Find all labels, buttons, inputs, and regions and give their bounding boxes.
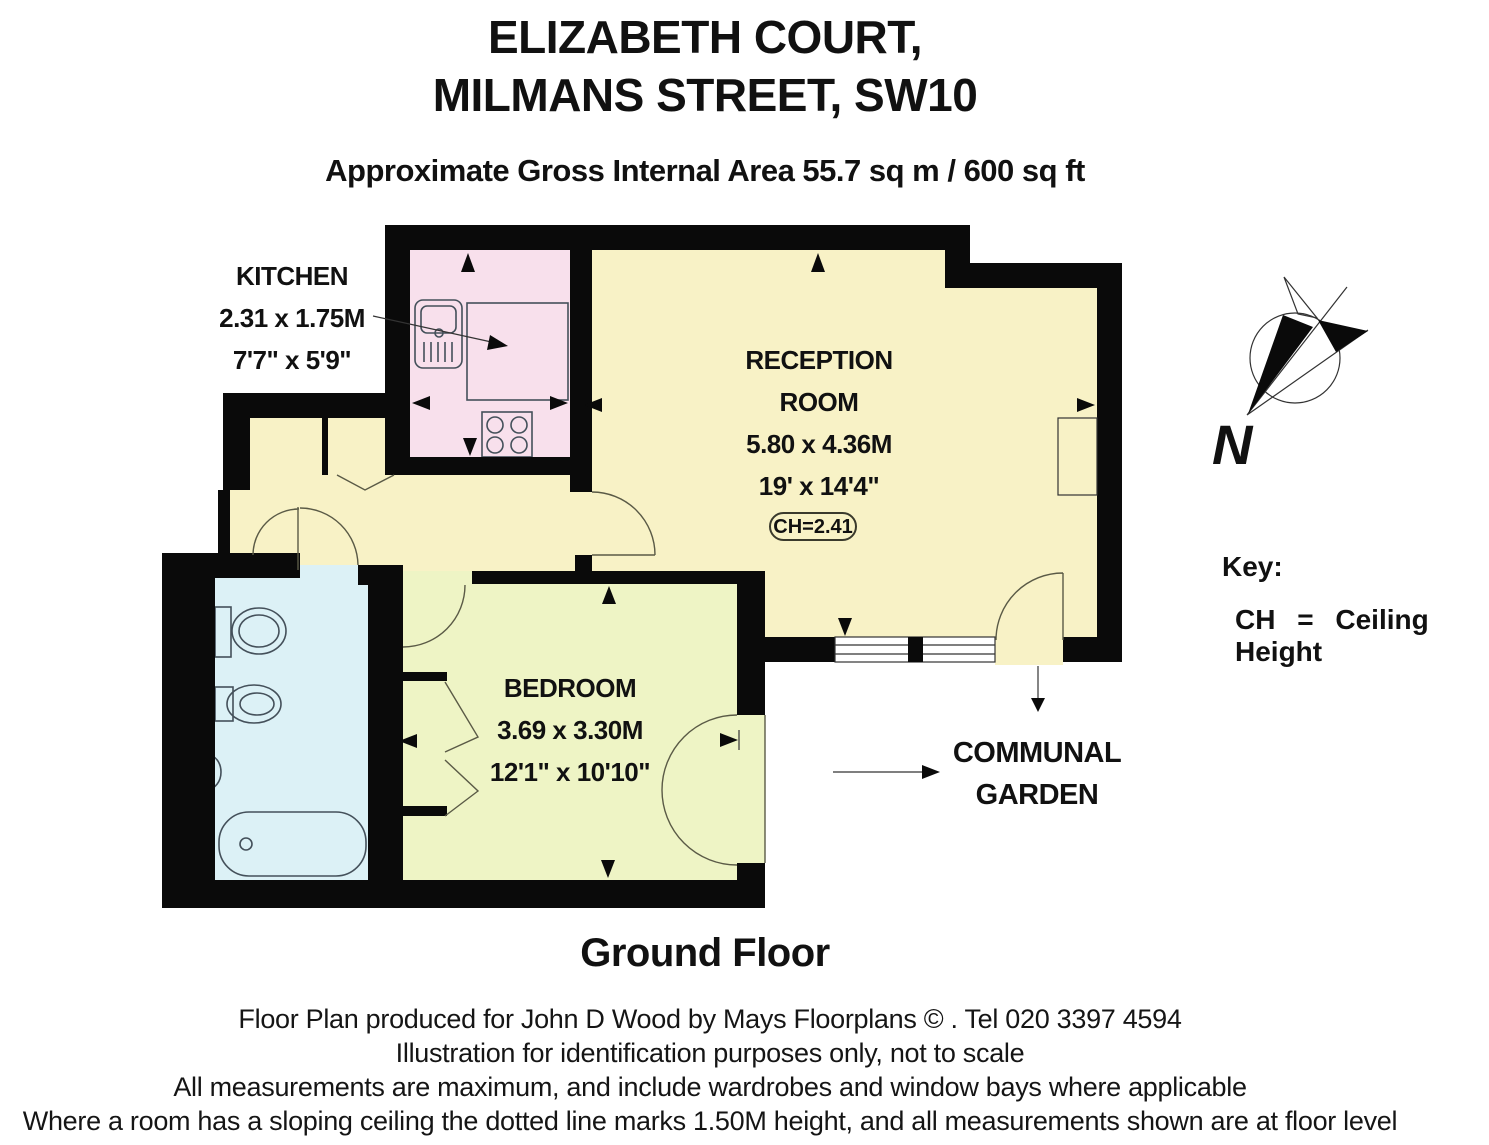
page-title bbox=[0, 8, 1410, 124]
kitchen-name: KITCHEN bbox=[235, 261, 349, 291]
kitchen-dims-imperial: 7'7" x 5'9" bbox=[232, 345, 352, 375]
kitchen-dims-metric: 2.31 x 1.75M bbox=[219, 303, 365, 333]
reception-dims-imperial: 19' x 14'4" bbox=[758, 471, 880, 501]
garden-doorway-floor bbox=[995, 637, 1063, 665]
garden-line1: COMMUNAL bbox=[952, 737, 1122, 769]
bedroom-doorway-floor bbox=[403, 571, 472, 584]
reception-label bbox=[669, 339, 969, 507]
key-meaning: Ceiling Height bbox=[1235, 604, 1429, 667]
compass-icon bbox=[1247, 277, 1368, 415]
kitchen-floor bbox=[410, 250, 570, 457]
window-mullion bbox=[908, 637, 923, 662]
reception-dims-metric: 5.80 x 4.36M bbox=[746, 429, 892, 459]
bedroom-dims-metric: 3.69 x 3.30M bbox=[497, 715, 643, 745]
area-subtitle: Approximate Gross Internal Area 55.7 sq m / 600 sq ft bbox=[325, 153, 1085, 188]
footer-line3: All measurements are maximum, and include wardrobes and window bays where applicable bbox=[173, 1072, 1247, 1102]
title-line1: ELIZABETH COURT, bbox=[487, 11, 923, 63]
key-entry bbox=[1235, 604, 1489, 668]
bedroom-bay-floor bbox=[737, 715, 765, 863]
bedroom-label bbox=[420, 667, 720, 793]
garden-line2: GARDEN bbox=[975, 779, 1099, 811]
footer-disclaimer bbox=[0, 1002, 1420, 1138]
key-abbr: CH bbox=[1235, 604, 1276, 635]
bathroom-floor bbox=[215, 578, 368, 880]
reception-windows bbox=[835, 637, 995, 662]
key-heading: Key: bbox=[1222, 551, 1283, 582]
wardrobe-stub-bottom bbox=[400, 806, 447, 816]
footer-line1: Floor Plan produced for John D Wood by Mays Floorplans © . Tel 020 3397 4594 bbox=[238, 1004, 1182, 1034]
reception-name-line1: RECEPTION bbox=[745, 345, 893, 375]
reception-doorway-floor bbox=[575, 492, 592, 555]
garden-down-arrowhead bbox=[1031, 698, 1045, 712]
footer-line4: Where a room has a sloping ceiling the dotted line marks 1.50M height, and all measurements shown are at floor level bbox=[22, 1106, 1398, 1136]
ceiling-height-badge: CH=2.41 bbox=[769, 512, 857, 541]
bedroom-dims-imperial: 12'1" x 10'10" bbox=[489, 757, 651, 787]
kitchen-label bbox=[157, 255, 427, 381]
title-line2: MILMANS STREET, SW10 bbox=[432, 69, 978, 121]
key-equals: = bbox=[1297, 604, 1314, 635]
compass-north-label: N bbox=[1212, 413, 1253, 476]
bedroom-name: BEDROOM bbox=[503, 673, 637, 703]
reception-name-line2: ROOM bbox=[779, 387, 859, 417]
communal-garden-label bbox=[917, 732, 1157, 816]
floor-label: Ground Floor bbox=[580, 931, 830, 975]
footer-line2: Illustration for identification purposes only, not to scale bbox=[395, 1038, 1025, 1068]
bathroom-doorway-floor bbox=[300, 565, 358, 582]
